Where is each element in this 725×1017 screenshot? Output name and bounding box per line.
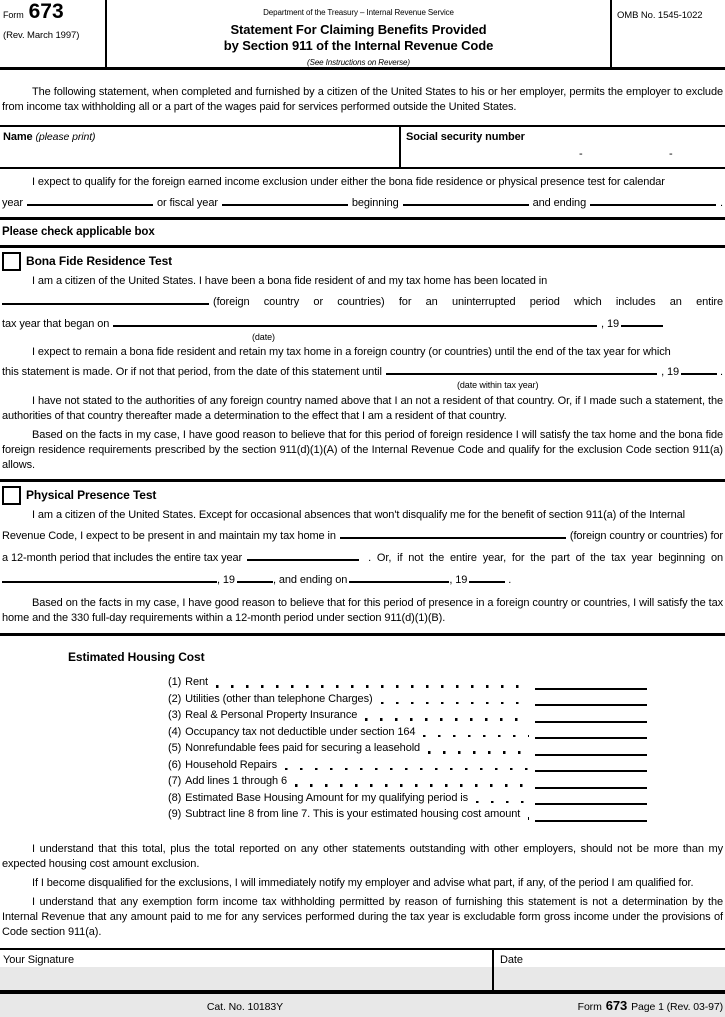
rule <box>0 479 725 482</box>
date-note: (date) <box>252 332 275 342</box>
footer-form-number: 673 <box>605 997 628 1013</box>
line-label: Occupancy tax not deductible under section 164 <box>185 725 416 738</box>
foreign-country-blank[interactable] <box>2 292 209 305</box>
form-title-line2: by Section 911 of the Internal Revenue Code <box>223 38 494 53</box>
fiscal-year-blank[interactable] <box>222 193 348 206</box>
bona-fide-heading: Bona Fide Residence Test <box>26 254 173 268</box>
rule <box>0 633 725 636</box>
line-label: Utilities (other than telephone Charges) <box>185 692 373 705</box>
name-ssn-box <box>0 125 725 169</box>
bona-fide-country-line <box>2 292 723 310</box>
name-print-note: (please print) <box>35 131 96 143</box>
physical-comma19a: , 19 <box>217 574 235 586</box>
closing-p3: I understand that any exemption form income tax withholding permitted by reason of furnishing this statement is not a determination by the Internal Revenue that any amount paid to me for any services performed during the tax year is excludable form gross income under the provisions of Code section 911(a). <box>2 895 723 938</box>
physical-period: . <box>508 574 512 586</box>
or-fiscal-year-label: or fiscal year <box>156 197 218 209</box>
bona-fide-p2-line2: this statement is made. Or if not that period, from the date of this statement until <box>2 366 382 378</box>
year-label: year <box>2 197 23 209</box>
dot-leader <box>476 801 529 804</box>
dot-leader <box>216 685 529 688</box>
bona-fide-section <box>0 252 725 473</box>
base-housing-amount-line[interactable] <box>535 794 647 805</box>
tax-home-line <box>2 526 723 544</box>
name-field[interactable] <box>0 127 399 167</box>
dot-leader <box>423 735 529 738</box>
line-label: Estimated Base Housing Amount for my qualifying period is <box>185 791 469 804</box>
calendar-year-blank[interactable] <box>27 193 153 206</box>
line-label: Real & Personal Property Insurance <box>185 709 358 721</box>
form-title-line1: Statement For Claiming Benefits Provided <box>230 22 487 37</box>
footer-page-info: Page 1 (Rev. 03-97) <box>631 1000 723 1013</box>
housing-row-cost-amount <box>168 807 647 824</box>
physical-p1-line3-pre: a 12-month period that includes the entire tax year <box>2 552 243 564</box>
date-within-note: (date within tax year) <box>457 380 539 390</box>
signature-box <box>0 948 725 994</box>
housing-row-rent <box>168 675 647 692</box>
housing-heading: Estimated Housing Cost <box>68 650 205 664</box>
bona-fide-p1-line2: (foreign country or countries) for an uninterrupted period which includes an entire <box>213 296 723 308</box>
ssn-field[interactable] <box>399 127 725 167</box>
part-year-begin-year-blank[interactable] <box>237 570 273 583</box>
part-year-end-year-blank[interactable] <box>469 570 505 583</box>
bona-fide-p2-line1: I expect to remain a bona fide resident and retain my tax home in a foreign country (or countries) until the end of the tax year for which <box>32 346 671 358</box>
rule <box>0 245 725 248</box>
page-footer <box>0 997 725 1017</box>
leasehold-fees-amount-line[interactable] <box>535 745 647 756</box>
dot-leader <box>381 702 529 705</box>
ssn-dash: - <box>579 148 583 160</box>
utilities-amount-line[interactable] <box>535 695 647 706</box>
line-label: Add lines 1 through 6 <box>185 775 288 787</box>
physical-country-blank[interactable] <box>340 526 566 539</box>
began-on-line <box>2 314 723 332</box>
catalog-number: Cat. No. 10183Y <box>206 1000 284 1013</box>
omb-number: OMB No. 1545-1022 <box>610 0 725 67</box>
until-period: . <box>720 366 723 378</box>
closing-p1: I understand that this total, plus the total reported on any other statements outstanding with other employers, should not be more than my expected housing cost amount exclusion. <box>2 842 723 870</box>
dot-leader <box>295 784 529 787</box>
signature-field[interactable] <box>0 950 492 990</box>
began-on-label: tax year that began on <box>2 318 110 330</box>
until-date-blank[interactable] <box>386 362 657 375</box>
form-label: Form <box>3 10 24 20</box>
form-number-block <box>0 0 107 67</box>
line-label: Household Repairs <box>185 758 278 771</box>
bona-fide-checkbox[interactable] <box>2 252 21 271</box>
rent-amount-line[interactable] <box>535 679 647 690</box>
beginning-ending-line <box>2 570 723 588</box>
line-number: (3) <box>168 709 182 721</box>
line-number: (7) <box>168 775 182 787</box>
physical-p1-line3-post: . Or, if not the entire year, for the part of the tax year beginning on <box>368 552 723 564</box>
part-year-end-date-blank[interactable] <box>349 570 449 583</box>
intro-paragraph: The following statement, when completed and furnished by a citizen of the United States to his or her employer, permits the employer to exclude from income tax withholding all or a part of the wages paid for services performed outside the United States. <box>2 86 723 113</box>
total-amount-line[interactable] <box>535 778 647 789</box>
began-comma19: , 19 <box>601 318 619 330</box>
ssn-dash: - <box>669 148 673 160</box>
line-number: (1) <box>168 676 182 688</box>
form-subtitle: (See Instructions on Reverse) <box>307 58 410 67</box>
housing-row-utilities <box>168 692 647 709</box>
date-field[interactable] <box>492 950 725 990</box>
entire-tax-year-blank[interactable] <box>247 548 359 561</box>
physical-p1-line1: I am a citizen of the United States. Except for occasional absences that won't disqualify me for the benefit of section 911(a) of the Internal <box>32 509 685 521</box>
physical-presence-heading: Physical Presence Test <box>26 488 157 502</box>
qualify-line2 <box>2 193 723 211</box>
bona-fide-p1-line1: I am a citizen of the United States. I have been a bona fide resident of and my tax home has been located in <box>32 275 548 287</box>
date-label: Date <box>500 953 523 966</box>
bona-fide-p3: I have not stated to the authorities of any foreign country named above that I an not a resident of that country. Or, if I made such a statement, the authorities of that country thereafter made a determination to the effect that I am a resident of that country. <box>2 395 723 422</box>
line-number: (2) <box>168 692 182 705</box>
housing-row-total <box>168 774 647 791</box>
name-label: Name <box>3 131 33 143</box>
occupancy-tax-amount-line[interactable] <box>535 728 647 739</box>
housing-row-occupancy-tax <box>168 725 647 742</box>
form-revision: (Rev. March 1997) <box>3 30 80 41</box>
beginning-label: beginning <box>351 197 399 209</box>
qualify-period: . <box>720 197 724 209</box>
housing-row-base-amount <box>168 791 647 808</box>
began-date-blank[interactable] <box>113 314 597 327</box>
until-line <box>2 362 723 380</box>
dot-leader <box>428 751 529 754</box>
agency-name: Department of the Treasury – Internal Revenue Service <box>263 8 454 17</box>
physical-p1-line2-post: (foreign country or countries) for <box>569 530 723 542</box>
check-applicable-header: Please check applicable box <box>2 226 155 238</box>
qualify-statement <box>0 175 725 211</box>
line-number: (9) <box>168 808 182 820</box>
line-label: Nonrefundable fees paid for securing a leasehold <box>185 742 421 754</box>
closing-statements <box>0 842 725 940</box>
until-year-blank[interactable] <box>681 362 717 375</box>
line-number: (6) <box>168 758 182 771</box>
began-year-blank[interactable] <box>621 314 663 327</box>
dot-leader <box>365 718 529 721</box>
part-year-begin-date-blank[interactable] <box>2 570 217 583</box>
ssn-label: Social security number <box>406 131 525 143</box>
and-ending-label: and ending <box>532 197 587 209</box>
closing-p2: If I become disqualified for the exclusions, I will immediately notify my employer and advise what part, if any, of the period I am qualified for. <box>32 876 694 889</box>
footer-form-label: Form <box>577 1000 602 1013</box>
physical-comma19b: , 19 <box>449 574 468 586</box>
housing-cost-amount-line[interactable] <box>535 811 647 822</box>
physical-p2: Based on the facts in my case, I have good reason to believe that for this period of presence in a foreign country or countries, I will satisfy the tax home and the 330 full-day requirements within a 12-month period under section 911(d)(1)(B). <box>2 597 723 624</box>
insurance-amount-line[interactable] <box>535 712 647 723</box>
qualify-line1: I expect to qualify for the foreign earned income exclusion under either the bona fide residence or physical presence test for calendar <box>32 176 665 188</box>
line-number: (4) <box>168 725 182 738</box>
physical-p1-line2-pre: Revenue Code, I expect to be present in and maintain my tax home in <box>2 530 336 542</box>
housing-row-repairs <box>168 758 647 775</box>
line-number: (5) <box>168 742 182 754</box>
beginning-date-blank[interactable] <box>403 193 529 206</box>
form-title-block <box>107 0 610 67</box>
entire-tax-year-line <box>2 548 723 566</box>
line-label: Subtract line 8 from line 7. This is your estimated housing cost amount <box>185 808 521 820</box>
housing-row-leasehold-fees <box>168 741 647 758</box>
physical-presence-section <box>0 486 725 626</box>
physical-presence-checkbox[interactable] <box>2 486 21 505</box>
form-number: 673 <box>28 0 64 23</box>
signature-label: Your Signature <box>3 953 74 966</box>
and-ending-on-label: , and ending on <box>272 574 348 586</box>
dot-leader <box>285 768 529 771</box>
repairs-amount-line[interactable] <box>535 761 647 772</box>
until-comma19: , 19 <box>661 366 680 378</box>
form-header <box>0 0 725 70</box>
line-number: (8) <box>168 791 182 804</box>
housing-section <box>0 650 725 824</box>
ending-date-blank[interactable] <box>590 193 716 206</box>
dot-leader <box>528 817 529 820</box>
bona-fide-p4: Based on the facts in my case, I have good reason to believe that for this period of foreign residence I will satisfy the tax home and the bona fide foreign residence requirements prescribed by the section 911(d)(1)(A) of the Internal Revenue Code and qualify for the exclusion Code section 911(a) allows. <box>2 429 723 471</box>
housing-row-insurance <box>168 708 647 725</box>
line-label: Rent <box>185 676 208 688</box>
